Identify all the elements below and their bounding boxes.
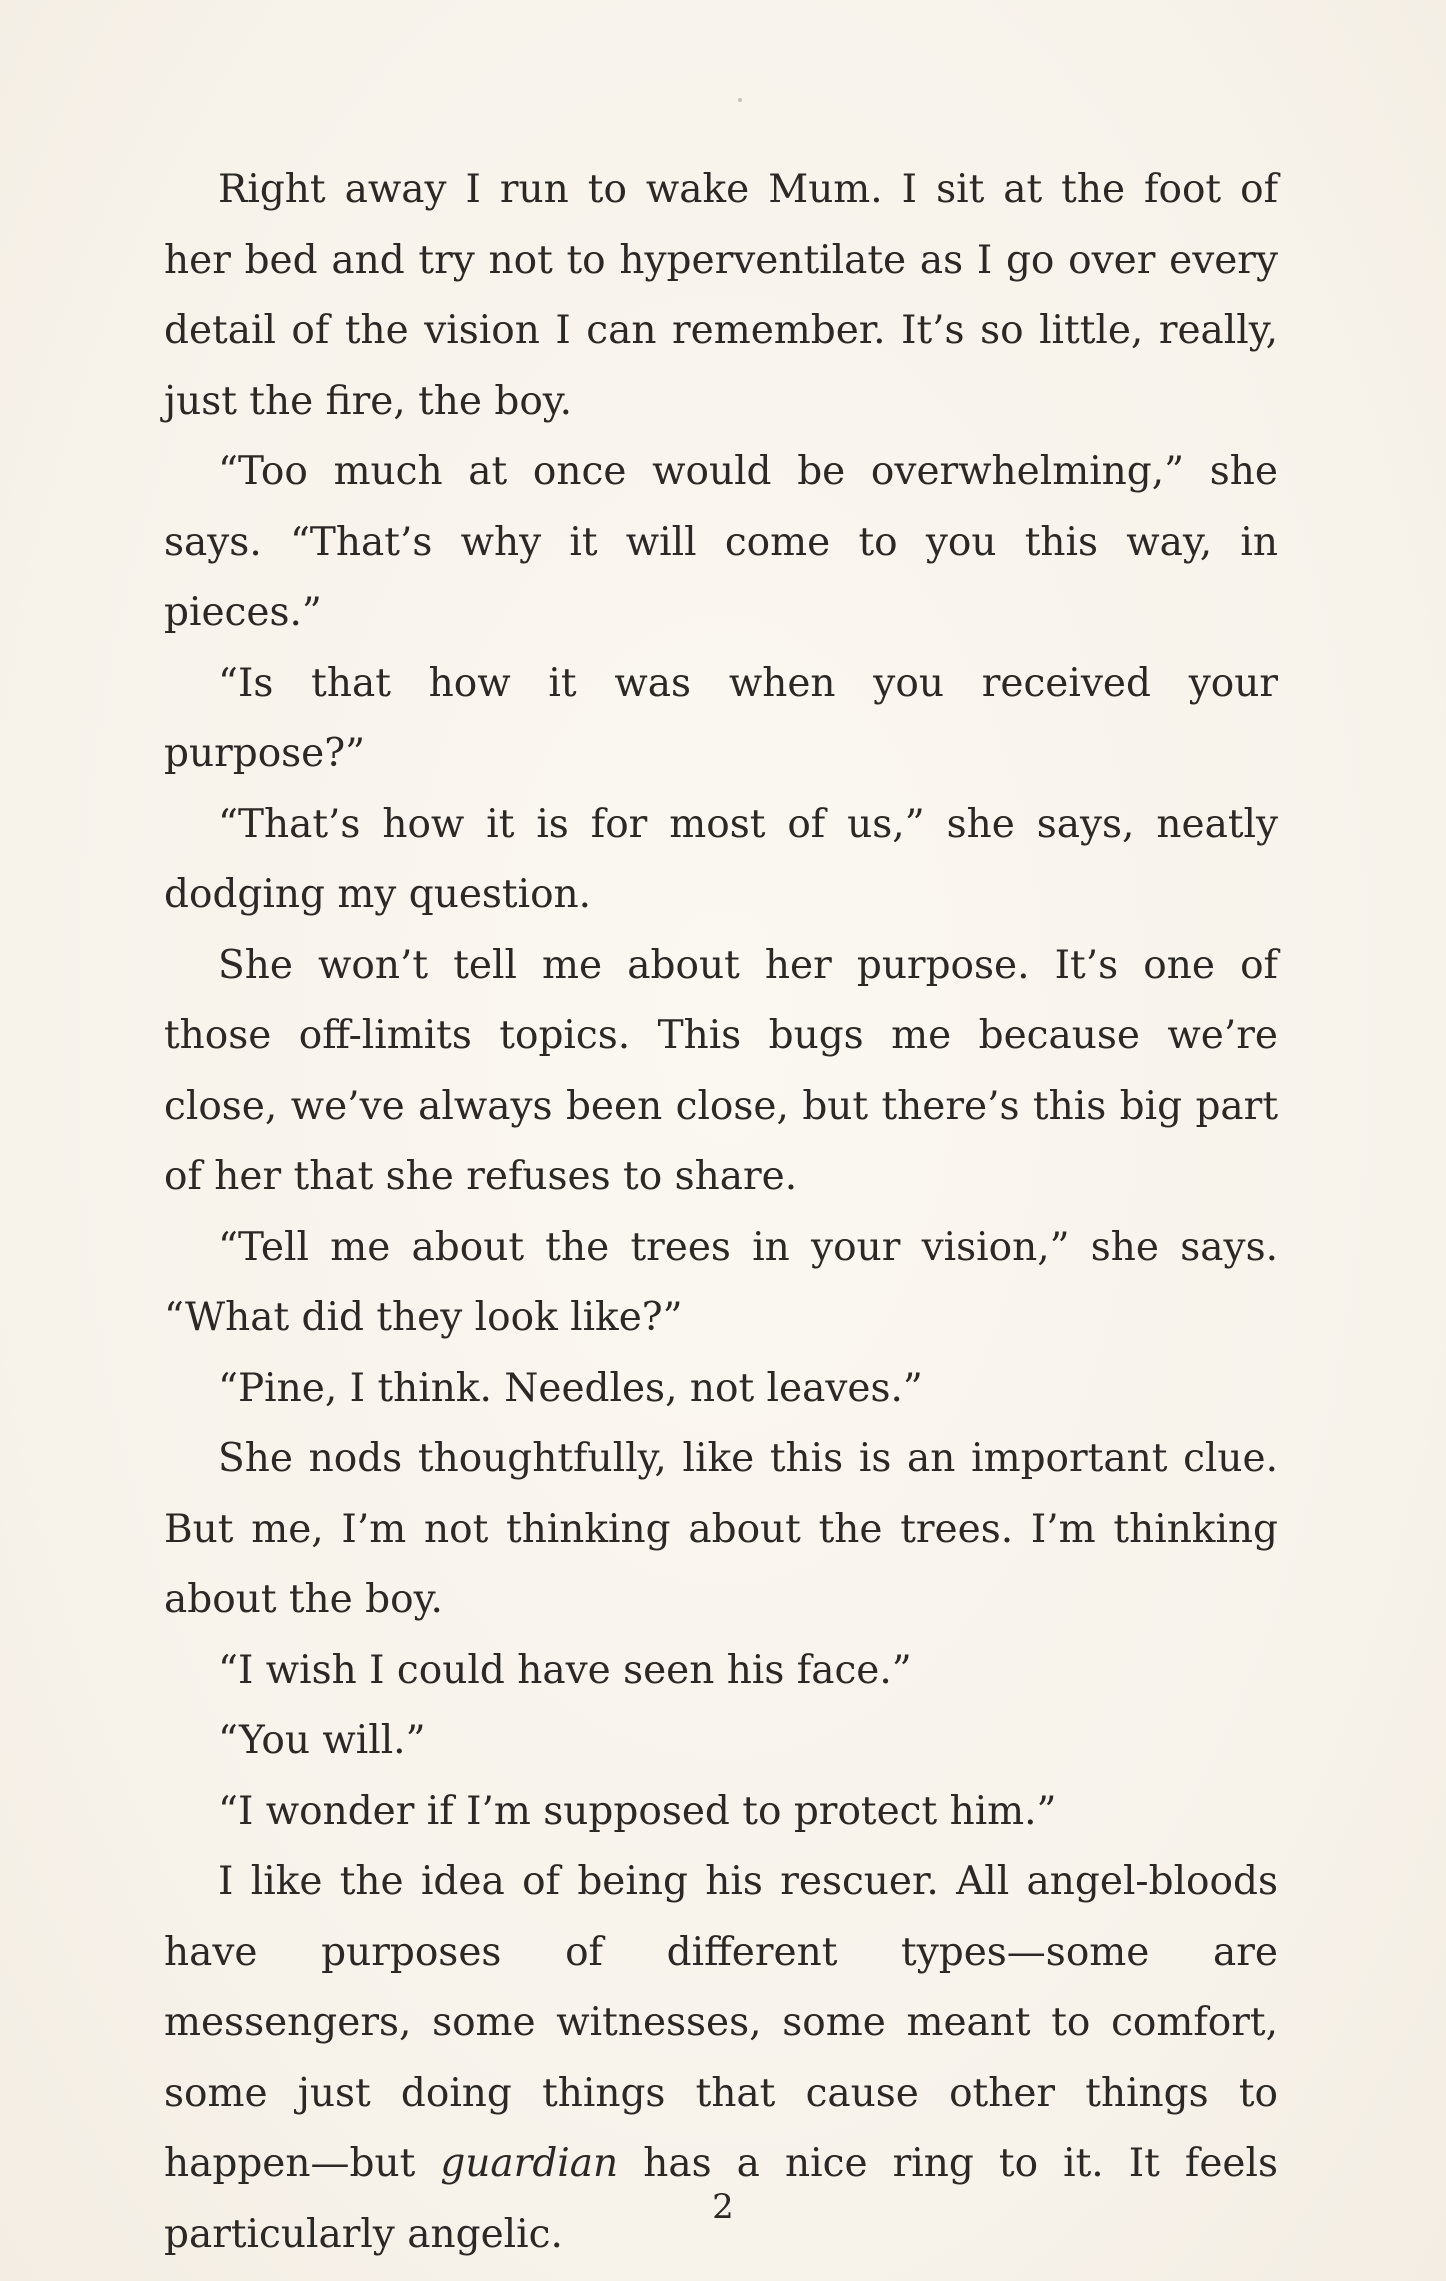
paragraph: Right away I run to wake Mum. I sit at the foot of her bed and try not to hyperventilate as I go over every detail of the vision I can remember. It’s so little, really, just the fire, the boy. (164, 167, 1278, 424)
paragraph: She won’t tell me about her purpose. It’s one of those off-limits topics. This bugs me because we’re close, we’ve always been close, but there’s this big part of her that she refuses to share. (164, 942, 1278, 1199)
page-number: 2 (712, 2187, 734, 2227)
paragraph: “Pine, I think. Needles, not leaves.” (218, 1365, 923, 1411)
paragraph: “I wish I could have seen his face.” (218, 1647, 912, 1693)
paper-speck (738, 98, 742, 102)
paragraph: “Is that how it was when you received your purpose?” (164, 660, 1278, 776)
paragraph: She nods thoughtfully, like this is an important clue. But me, I’m not thinking about the trees. I’m thinking about the boy. (164, 1436, 1278, 1622)
paragraph: “Too much at once would be overwhelming,” she says. “That’s why it will come to you this way, in pieces.” (164, 449, 1278, 635)
paragraph: “I wonder if I’m supposed to protect him.” (218, 1788, 1057, 1834)
italic-word: guardian (440, 2141, 619, 2186)
final-paragraph-end: has a nice ring to it. It feels particularly angelic. (164, 2141, 1278, 2257)
paragraph: “That’s how it is for most of us,” she says, neatly dodging my question. (164, 801, 1278, 917)
body-text (164, 155, 1278, 2270)
paragraph: “You will.” (218, 1718, 426, 1763)
final-paragraph-start: I like the idea of being his rescuer. All angel-bloods have purposes of different types—some are messengers, some witnesses, some meant to comfort, some just doing things that cause other things to happen—but (164, 1859, 1278, 2186)
paragraph: “Tell me about the trees in your vision,” she says. “What did they look like?” (164, 1224, 1278, 1340)
